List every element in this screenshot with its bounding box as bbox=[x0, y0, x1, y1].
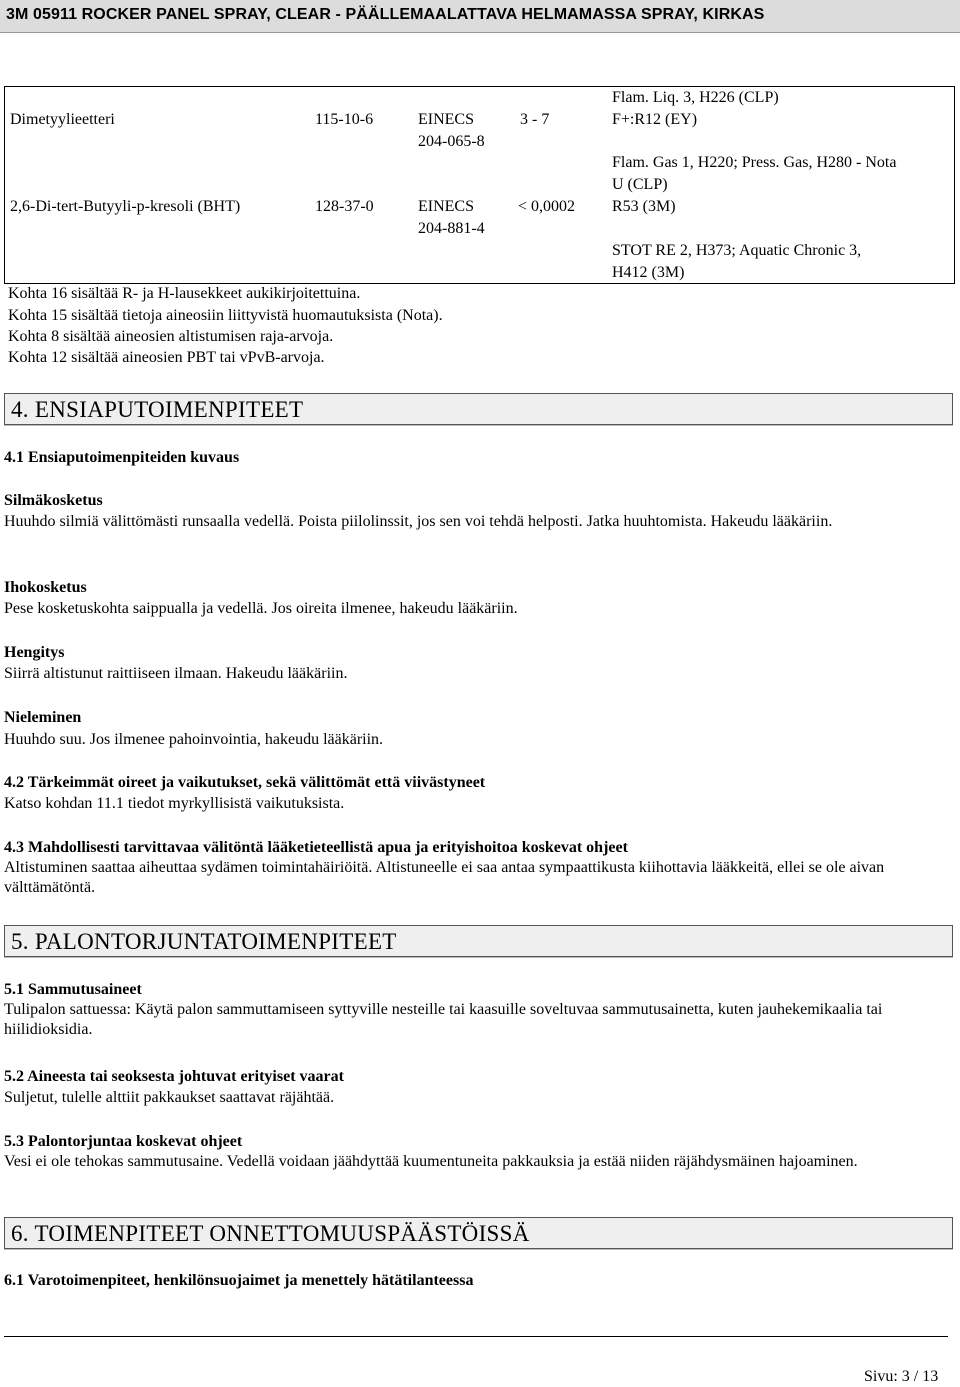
paragraph-text: Pese kosketuskohta saippualla ja vedellä. Jos oireita ilmenee, hakeudu lääkäriin. bbox=[4, 600, 518, 617]
section-title: 4. ENSIAPUTOIMENPITEET bbox=[11, 397, 304, 422]
section-heading-6 bbox=[4, 1217, 953, 1249]
paragraph-text: Huuhdo suu. Jos ilmenee pahoinvointia, hakeudu lääkäriin. bbox=[4, 731, 384, 748]
classification-line: U (CLP) bbox=[612, 176, 668, 193]
component-name: Dimetyylieetteri bbox=[10, 111, 115, 128]
component-name: 2,6-Di-tert-Butyyli-p-kresoli (BHT) bbox=[10, 198, 241, 215]
ec-label: EINECS bbox=[418, 198, 474, 215]
cas-number: 128-37-0 bbox=[315, 198, 374, 215]
ec-label: EINECS bbox=[418, 111, 474, 128]
paragraph-heading: Silmäkosketus bbox=[4, 492, 103, 509]
subsection-heading: 4.3 Mahdollisesti tarvittavaa välitöntä lääketieteellistä apua ja erityishoitoa koskevat ohjeet bbox=[4, 839, 628, 856]
document-title: 3M 05911 ROCKER PANEL SPRAY, CLEAR - PÄÄLLEMAALATTAVA HELMAMASSA SPRAY, KIRKAS bbox=[6, 6, 765, 23]
table-note: Kohta 16 sisältää R- ja H-lausekkeet aukikirjoitettuina. bbox=[8, 285, 361, 302]
classification-line: R53 (3M) bbox=[612, 198, 676, 215]
subsection-heading: 4.1 Ensiaputoimenpiteiden kuvaus bbox=[4, 449, 240, 466]
percent-range: < 0,0002 bbox=[518, 198, 576, 215]
section-title: 5. PALONTORJUNTATOIMENPITEET bbox=[11, 929, 397, 954]
paragraph-text: Siirrä altistunut raittiiseen ilmaan. Hakeudu lääkäriin. bbox=[4, 665, 348, 682]
subsection-heading: 5.3 Palontorjuntaa koskevat ohjeet bbox=[4, 1133, 243, 1150]
paragraph-text: Altistuminen saattaa aiheuttaa sydämen toimintahäiriöitä. Altistuneelle ei saa antaa sympaattikusta kiihottavia lääkkeitä, ellei se ole aivan välttämätöntä. bbox=[4, 859, 885, 896]
paragraph-text: Suljetut, tulelle alttiit pakkaukset saattavat räjähtää. bbox=[4, 1089, 335, 1106]
classification-line: STOT RE 2, H373; Aquatic Chronic 3, bbox=[612, 242, 862, 259]
paragraph-text: Huuhdo silmiä välittömästi runsaalla vedellä. Poista piilolinssit, jos sen voi tehdä helposti. Jatka huuhtomista. Hakeudu lääkäriin. bbox=[4, 513, 833, 530]
subsection-heading: 4.2 Tärkeimmät oireet ja vaikutukset, sekä välittömät että viivästyneet bbox=[4, 774, 486, 791]
ec-number: 204-881-4 bbox=[418, 220, 485, 237]
cas-number: 115-10-6 bbox=[315, 111, 374, 128]
document-header bbox=[0, 0, 960, 33]
page-number: Sivu: 3 / 13 bbox=[864, 1368, 939, 1385]
table-note: Kohta 15 sisältää tietoja aineosiin liittyvistä huomautuksista (Nota). bbox=[8, 307, 443, 324]
paragraph-heading: Hengitys bbox=[4, 644, 65, 661]
classification-line: Flam. Liq. 3, H226 (CLP) bbox=[612, 89, 779, 106]
subsection-heading: 5.2 Aineesta tai seoksesta johtuvat erityiset vaarat bbox=[4, 1068, 344, 1085]
paragraph-heading: Nieleminen bbox=[4, 709, 82, 726]
section-heading-4 bbox=[4, 393, 953, 425]
paragraph-heading: Ihokosketus bbox=[4, 579, 87, 596]
footer-divider bbox=[4, 1336, 948, 1337]
table-note: Kohta 8 sisältää aineosien altistumisen raja-arvoja. bbox=[8, 328, 334, 345]
subsection-heading: 5.1 Sammutusaineet bbox=[4, 981, 142, 998]
ec-number: 204-065-8 bbox=[418, 133, 485, 150]
percent-range: 3 - 7 bbox=[520, 111, 550, 128]
table-note: Kohta 12 sisältää aineosien PBT tai vPvB-arvoja. bbox=[8, 349, 325, 366]
classification-line: Flam. Gas 1, H220; Press. Gas, H280 - Nota bbox=[612, 154, 897, 171]
classification-line: H412 (3M) bbox=[612, 264, 685, 281]
paragraph-text: Katso kohdan 11.1 tiedot myrkyllisistä vaikutuksista. bbox=[4, 795, 345, 812]
section-title: 6. TOIMENPITEET ONNETTOMUUSPÄÄSTÖISSÄ bbox=[11, 1221, 530, 1246]
subsection-heading: 6.1 Varotoimenpiteet, henkilönsuojaimet ja menettely hätätilanteessa bbox=[4, 1272, 474, 1289]
section-heading-5 bbox=[4, 925, 953, 957]
paragraph-text: Tulipalon sattuessa: Käytä palon sammuttamiseen syttyville nesteille tai kaasuille soveltuvaa sammutusainetta, kuten jauhekemikaalia tai hiilidioksidia. bbox=[4, 1001, 883, 1038]
paragraph-text: Vesi ei ole tehokas sammutusaine. Vedellä voidaan jäähdyttää kuumentuneita pakkauksia ja estää niiden räjähdysmäinen hajoaminen. bbox=[4, 1153, 858, 1170]
classification-line: F+:R12 (EY) bbox=[612, 111, 698, 128]
